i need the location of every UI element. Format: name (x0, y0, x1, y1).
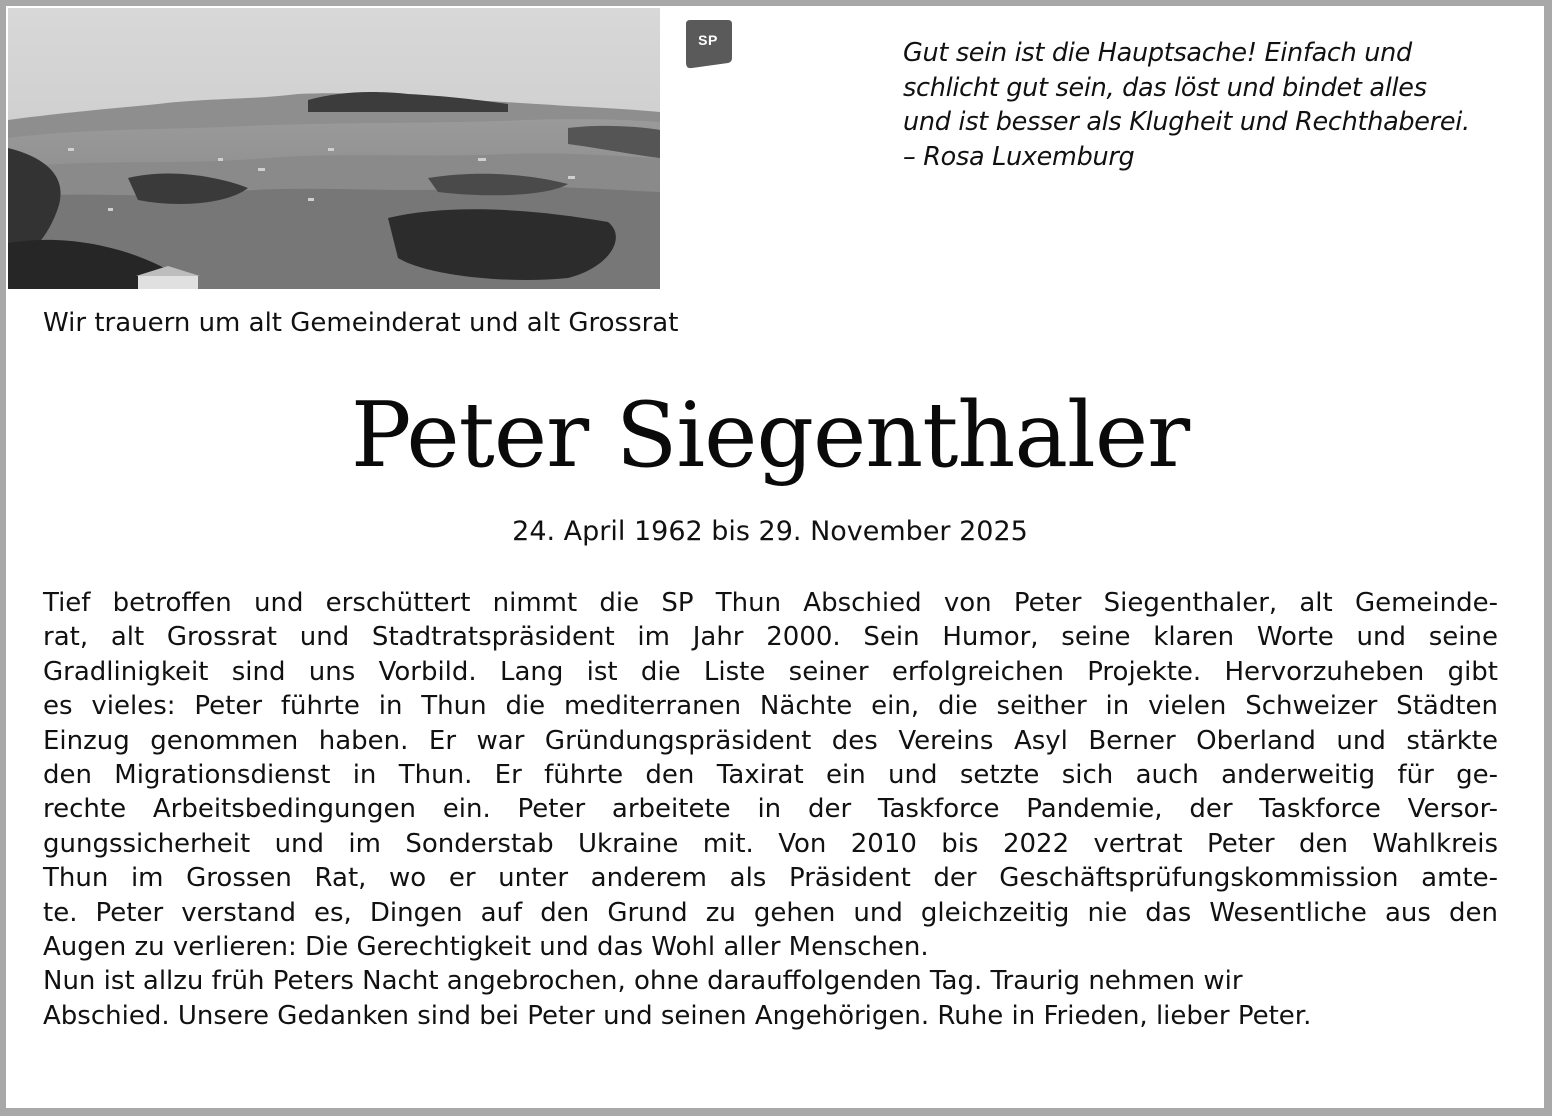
deceased-name: Peter Siegenthaler (350, 383, 1190, 488)
body-line: te. Peter verstand es, Dingen auf den Grund zu gehen und gleichzeitig nie das Wesentliche aus den (43, 897, 1498, 928)
body-line: den Migrationsdienst in Thun. Er führte den Taxirat ein und setzte sich auch anderweitig für ge- (43, 759, 1498, 790)
quote-line: schlicht gut sein, das löst und bindet alles (903, 72, 1427, 103)
logo-label: SP (698, 32, 718, 48)
quote-line: und ist besser als Klugheit und Rechthaberei. (903, 107, 1470, 137)
body-line: Thun im Grossen Rat, wo er unter anderem als Präsident der Geschäftsprüfungskommission amte- (43, 863, 1498, 894)
landscape-photo (8, 8, 660, 289)
body-line: rechte Arbeitsbedingungen ein. Peter arbeitete in der Taskforce Pandemie, der Taskforce Versor- (43, 794, 1498, 825)
body-line: Gradlinigkeit sind uns Vorbild. Lang ist die Liste seiner erfolgreichen Projekte. Hervorzuheben gibt (43, 656, 1498, 687)
body-line: Einzug genommen haben. Er war Gründungspräsident des Vereins Asyl Berner Oberland und stärkte (43, 725, 1498, 756)
body-line: gungssicherheit und im Sonderstab Ukraine mit. Von 2010 bis 2022 vertrat Peter den Wahlkreis (43, 828, 1498, 859)
body-line: Nun ist allzu früh Peters Nacht angebrochen, ohne darauffolgenden Tag. Traurig nehmen wir (43, 966, 1243, 997)
obituary-body (43, 586, 1498, 1033)
life-dates: 24. April 1962 bis 29. November 2025 (512, 516, 1028, 547)
body-line: es vieles: Peter führte in Thun die mediterranen Nächte ein, die seither in vielen Schweizer Städten (43, 691, 1498, 722)
mourning-intro: Wir trauern um alt Gemeinderat und alt Grossrat (43, 308, 679, 338)
rosa-luxemburg-quote (903, 36, 1533, 174)
body-line: Tief betroffen und erschüttert nimmt die SP Thun Abschied von Peter Siegenthaler, alt Gemeinde- (43, 588, 1498, 618)
body-line: Abschied. Unsere Gedanken sind bei Peter und seinen Angehörigen. Ruhe in Frieden, lieber Peter. (43, 1000, 1312, 1031)
body-line: rat, alt Grossrat und Stadtratspräsident im Jahr 2000. Sein Humor, seine klaren Worte und seine (43, 622, 1498, 653)
sp-party-logo (684, 18, 734, 70)
quote-attribution: – Rosa Luxemburg (903, 141, 1135, 172)
obituary-notice (6, 6, 1544, 1108)
body-line: Augen zu verlieren: Die Gerechtigkeit und das Wohl aller Menschen. (43, 931, 929, 962)
quote-line: Gut sein ist die Hauptsache! Einfach und (903, 38, 1412, 68)
